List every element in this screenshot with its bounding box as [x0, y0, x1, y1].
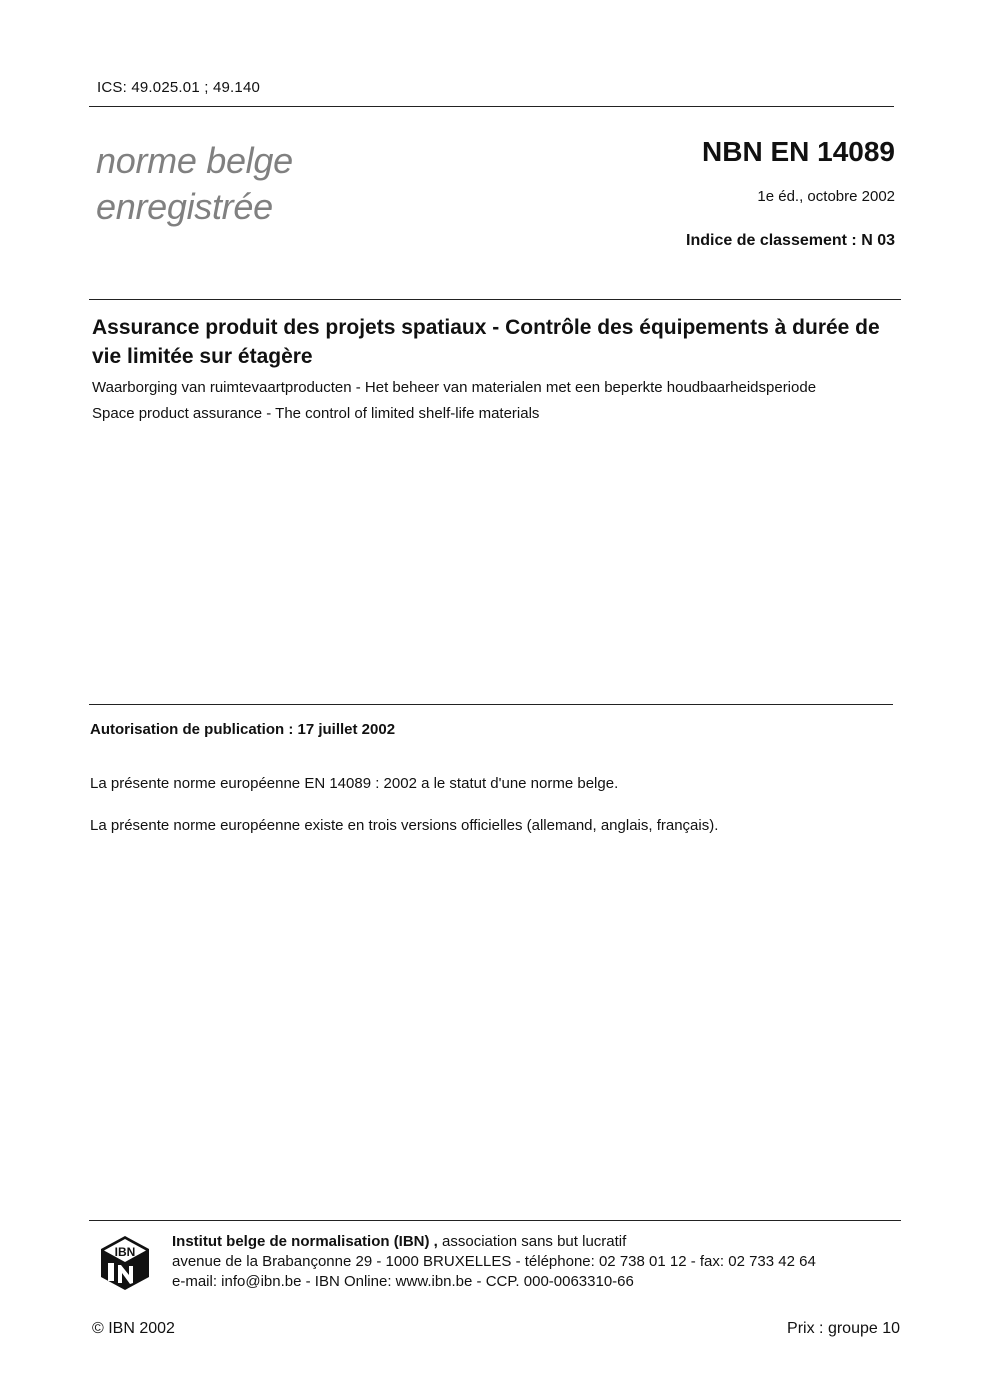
ibn-logo-icon	[100, 1235, 150, 1291]
price-group: Prix : groupe 10	[787, 1320, 900, 1337]
header-divider	[89, 106, 894, 107]
institute-address: avenue de la Brabançonne 29 - 1000 BRUXELLES - téléphone: 02 738 01 12 - fax: 02 733 42 64	[172, 1253, 816, 1270]
versions-paragraph: La présente norme européenne existe en trois versions officielles (allemand, anglais, français).	[90, 817, 719, 834]
institute-type: association sans but lucratif	[442, 1233, 627, 1250]
institute-name: Institut belge de normalisation (IBN) ,	[172, 1233, 438, 1250]
footer-divider	[89, 1220, 901, 1221]
title-english: Space product assurance - The control of limited shelf-life materials	[92, 405, 540, 422]
edition-date: 1e éd., octobre 2002	[757, 188, 895, 205]
title-dutch: Waarborging van ruimtevaartproducten - Het beheer van materialen met een beperkte houdbaarheidsperiode	[92, 379, 817, 396]
institute-block	[172, 1232, 816, 1292]
standard-code: NBN EN 14089	[702, 136, 895, 167]
institute-line-1	[172, 1232, 816, 1252]
status-paragraph: La présente norme européenne EN 14089 : 2002 a le statut d'une norme belge.	[90, 775, 619, 792]
logo-text: IBN	[114, 1245, 136, 1259]
brand-line-1: norme belge	[96, 140, 293, 181]
brand-label	[96, 138, 293, 230]
brand-line-2: enregistrée	[96, 186, 273, 227]
classification-index: Indice de classement : N 03	[686, 232, 895, 249]
title-french: Assurance produit des projets spatiaux - Contrôle des équipements à durée de vie limitée sur étagère	[92, 316, 880, 368]
copyright: © IBN 2002	[92, 1320, 175, 1337]
publication-divider	[89, 704, 893, 705]
publication-authorization: Autorisation de publication : 17 juillet 2002	[90, 721, 396, 738]
ics-code: ICS: 49.025.01 ; 49.140	[97, 79, 261, 96]
title-divider	[89, 299, 901, 300]
institute-contact: e-mail: info@ibn.be - IBN Online: www.ibn.be - CCP. 000-0063310-66	[172, 1273, 634, 1290]
